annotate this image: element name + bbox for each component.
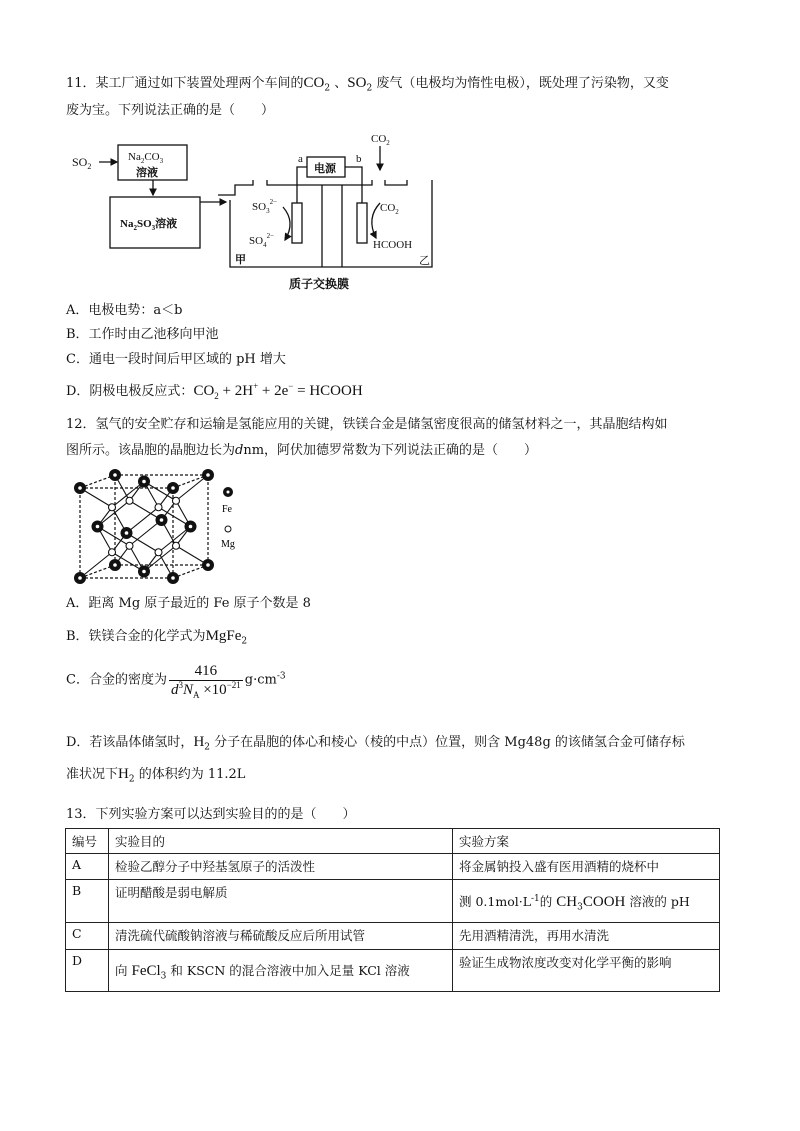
q12-option-b[interactable]: B．铁镁合金的化学式为MgFe$_2$	[66, 628, 248, 647]
svg-text:a: a	[298, 153, 303, 165]
mg-atom	[155, 549, 162, 556]
bond	[80, 552, 112, 578]
svg-text:甲: 甲	[235, 254, 246, 266]
bond	[176, 475, 208, 501]
q12-option-a[interactable]: A．距离 Mg 原子最近的 Fe 原子个数是 8	[66, 596, 311, 611]
svg-text:质子交换膜: 质子交换膜	[289, 277, 350, 291]
row-plan: 测 $0.1mol\cdot L^{-1}$的 $CH_3COOH$ 溶液的 pH	[453, 880, 720, 923]
row-goal: 清洗硫代硫酸钠溶液与稀硫酸反应后所用试管	[109, 923, 453, 950]
mg-atom	[155, 504, 162, 511]
header-id: 编号	[66, 829, 109, 854]
mg-atom	[109, 549, 116, 556]
svg-text:Na2CO3: $Na_2CO_3$	[128, 151, 164, 165]
row-goal: 证明醋酸是弱电解质	[109, 880, 453, 923]
svg-text:溶液: 溶液	[136, 167, 158, 179]
q11-option-c[interactable]: C．通电一段时间后甲区域的 pH 增大	[66, 352, 286, 367]
svg-text:Na2SO3溶液: $Na_2SO_3$溶液	[120, 218, 178, 232]
row-id: C	[66, 923, 109, 950]
table-header-row	[66, 829, 720, 854]
row-plan: 先用酒精清洗，再用水清洗	[453, 923, 720, 950]
q11-option-b[interactable]: B．工作时由乙池移向甲池	[66, 327, 219, 342]
row-plan: 将金属钠投入盛有医用酒精的烧杯中	[453, 854, 720, 880]
bond	[127, 507, 159, 533]
q12-stem-line1: 12．氢气的安全贮存和运输是氢能应用的关键，铁镁合金是储氢密度很高的储氢材料之一，其晶胞结构如	[66, 417, 668, 432]
svg-text:SO42−: $SO_4^{2-}$	[249, 232, 275, 249]
svg-text:电源: 电源	[314, 163, 336, 175]
row-id: A	[66, 854, 109, 880]
svg-text:SO2: $SO_2$	[72, 155, 92, 171]
svg-text:乙: 乙	[419, 255, 430, 267]
q11-stem-line1: 11．某工厂通过如下装置处理两个车间的$CO_2$ 、$SO_2$ 废气（电极均为惰性电极），既处理了污染物，又变	[66, 75, 669, 94]
q12-option-d-line2: 准状况下$H_2$ 的体积约为 11.2L	[66, 766, 246, 785]
svg-text:SO32−: $SO_3^{2-}$	[252, 198, 278, 215]
density-fraction: $\frac{416}{d^3N_A \times 10^{-21}}$	[170, 663, 241, 700]
mg-legend-icon	[225, 526, 231, 532]
row-goal: 检验乙醇分子中羟基氢原子的活泼性	[109, 854, 453, 880]
q11-option-d[interactable]: D．阴极电极反应式：$CO_2 + 2H^+ + 2e^-$ = HCOOH	[66, 381, 363, 401]
header-plan: 实验方案	[453, 829, 720, 854]
table-row	[66, 950, 720, 992]
svg-text:CO2: $CO_2$	[371, 133, 390, 147]
mg-atom	[109, 504, 116, 511]
q11-stem-line2: 废为宝。下列说法正确的是（ ）	[66, 103, 275, 118]
row-id: B	[66, 880, 109, 923]
svg-text:CO2: $CO_2$	[380, 202, 399, 216]
q12-option-d[interactable]: D．若该晶体储氢时，$H_2$ 分子在晶胞的体心和棱心（棱的中点）位置，则含 Mg48g 的该储氢合金可储存标	[66, 734, 685, 753]
row-goal: 向 FeCl$_3$ 和 KSCN 的混合溶液中加入足量 KCl 溶液	[109, 950, 453, 992]
row-id: D	[66, 950, 109, 992]
fe-legend-label: Fe	[222, 504, 232, 515]
experiment-table	[65, 828, 720, 992]
row-plan: 验证生成物浓度改变对化学平衡的影响	[453, 950, 720, 992]
table-row	[66, 854, 720, 880]
mg-atom	[126, 497, 133, 504]
q12-option-c[interactable]: C．合金的密度为 $\frac{416}{d^3N_A \times 10^{-21}}$ $g\cdot cm^{-3}$	[66, 663, 286, 700]
q13-stem: 13．下列实验方案可以达到实验目的的是（ ）	[66, 807, 356, 822]
header-goal: 实验目的	[109, 829, 453, 854]
svg-text:HCOOH: HCOOH	[373, 239, 413, 251]
q11-option-a[interactable]: A．电极电势：a＜b	[66, 303, 183, 318]
mg-atom	[126, 542, 133, 549]
bond	[130, 520, 162, 546]
mg-legend-label: Mg	[221, 539, 235, 550]
mg-atom	[173, 542, 180, 549]
mg-atom	[173, 497, 180, 504]
svg-text:b: b	[356, 153, 362, 165]
q12-stem-line2: 图所示。该晶胞的晶胞边长为dnm，阿伏加德罗常数为下列说法正确的是（ ）	[66, 443, 538, 458]
table-row	[66, 880, 720, 923]
table-row	[66, 923, 720, 950]
